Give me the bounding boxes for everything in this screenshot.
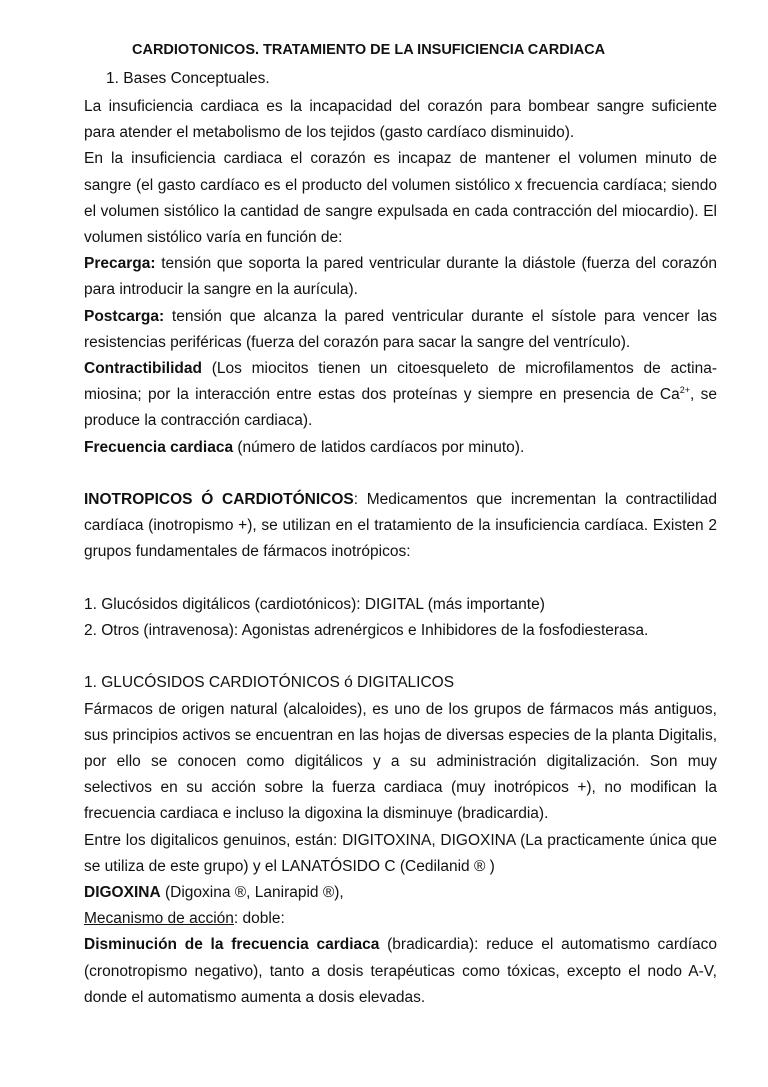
- document-title: CARDIOTONICOS. TRATAMIENTO DE LA INSUFICIENCIA CARDIACA: [132, 42, 606, 58]
- contractilidad-text-after: , se produce la contracción cardiaca).: [84, 386, 718, 430]
- calcium-superscript: 2+: [679, 385, 690, 396]
- paragraph-frecuencia: [84, 435, 717, 461]
- document-body: [84, 94, 717, 1011]
- paragraph-inotropicos: [84, 487, 717, 566]
- section-heading-glucosidos: 1. GLUCÓSIDOS CARDIOTÓNICOS ó DIGITALICOS: [84, 674, 455, 692]
- precarga-text: tensión que soporta la pared ventricular durante la diástole (fuerza del corazón para introducir la sangre en la aurícula).: [84, 255, 717, 299]
- term-postcarga: Postcarga:: [84, 307, 165, 325]
- paragraph-definition: La insuficiencia cardiaca es la incapacidad del corazón para bombear sangre suficiente para atender el metabolismo de los tejidos (gasto cardíaco disminuido).: [84, 98, 717, 142]
- paragraph-contractilidad: [84, 356, 717, 435]
- postcarga-text: tensión que alcanza la pared ventricular durante el sístole para vencer las resistencias periféricas (fuerza del corazón para sacar la sangre del ventrículo).: [84, 307, 717, 351]
- inotropicos-text: : Medicamentos que incrementan la contractilidad cardíaca (inotropismo +), se utilizan en el tratamiento de la insuficiencia cardíaca. Existen 2 grupos fundamentales de fármacos inotrópicos:: [84, 491, 717, 561]
- paragraph-farmacos: Fármacos de origen natural (alcaloides), es uno de los grupos de fármacos más antiguos, sus principios activos se encuentran en las hojas de diversas especies de la planta Digitalis, por ello se conocen como digitálicos y a su administración digitalización. Son muy selectivos en su acción sobre la fuerza cardiaca (muy inotrópicos +), no modifican la frecuencia cardiaca e incluso la digoxina la disminuye (bradicardia).: [84, 700, 717, 823]
- paragraph-postcarga: [84, 304, 717, 356]
- term-contractilidad: Contractibilidad: [84, 360, 202, 378]
- frecuencia-text: (número de latidos cardíacos por minuto).: [233, 438, 525, 456]
- paragraph-disminucion: [84, 932, 717, 1011]
- section-heading-bases: 1. Bases Conceptuales.: [106, 70, 270, 87]
- term-inotropicos: INOTROPICOS Ó CARDIOTÓNICOS: [84, 491, 354, 509]
- disminucion-text: (bradicardia): reduce el automatismo cardíaco (cronotropismo negativo), tanto a dosis terapéuticas como tóxicas, excepto el nodo A-V, donde el automatismo aumenta a dosis elevadas.: [84, 936, 717, 1006]
- mecanismo-text: : doble:: [233, 910, 285, 928]
- paragraph-digitalicos: Entre los digitalicos genuinos, están: DIGITOXINA, DIGOXINA (La practicamente única que se utiliza de este grupo) y el LANATÓSIDO C (Cedilanid ® ): [84, 831, 717, 875]
- term-disminucion: Disminución de la frecuencia cardiaca: [84, 936, 380, 954]
- list-item-otros: 2. Otros (intravenosa): Agonistas adrenérgicos e Inhibidores de la fosfodiesterasa.: [84, 622, 649, 640]
- term-digoxina: DIGOXINA: [84, 884, 161, 902]
- paragraph-volumen: En la insuficiencia cardiaca el corazón es incapaz de mantener el volumen minuto de sangre (el gasto cardíaco es el producto del volumen sistólico x frecuencia cardíaca; siendo el volumen sistólico la cantidad de sangre expulsada en cada contracción del miocardio). El volumen sistólico varía en función de:: [84, 150, 717, 247]
- digoxina-text: (Digoxina ®, Lanirapid ®),: [160, 884, 344, 902]
- paragraph-precarga: [84, 251, 717, 303]
- term-frecuencia: Frecuencia cardiaca: [84, 438, 234, 456]
- list-item-glucosidos: 1. Glucósidos digitálicos (cardiotónicos): DIGITAL (más importante): [84, 595, 545, 613]
- term-precarga: Precarga:: [84, 255, 156, 273]
- paragraph-mecanismo: [84, 906, 717, 932]
- paragraph-digoxina: [84, 880, 717, 906]
- term-mecanismo: Mecanismo de acción: [84, 910, 234, 928]
- contractilidad-text-before: (Los miocitos tienen un citoesqueleto de microfilamentos de actina-miosina; por la interacción entre estas dos proteínas y siempre en presencia de Ca: [84, 360, 717, 404]
